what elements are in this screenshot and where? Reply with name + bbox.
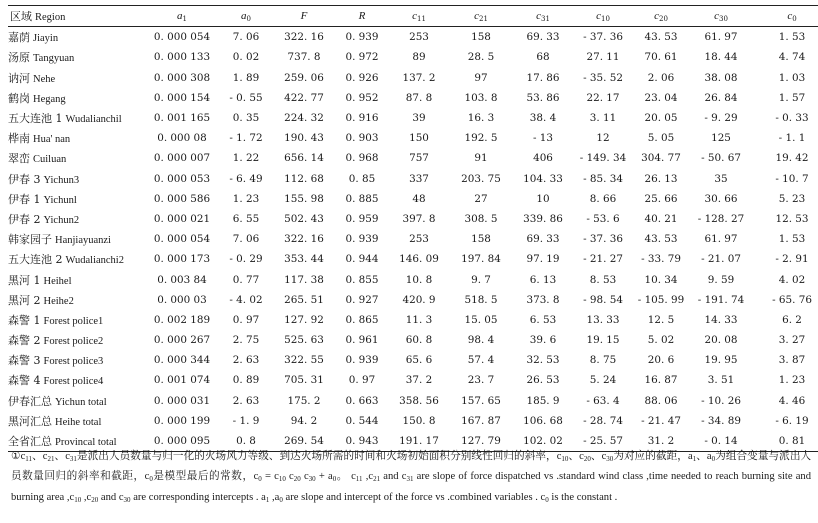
value-cell: 5. 23	[778, 192, 806, 205]
value-cell: - 85. 34	[583, 172, 623, 185]
value-cell: 757	[409, 152, 429, 165]
value-cell: 4. 46	[778, 394, 806, 407]
value-cell: 656. 14	[284, 152, 324, 165]
value-cell: - 37. 36	[583, 233, 623, 246]
table-body	[8, 27, 818, 452]
value-cell: 43. 53	[644, 233, 678, 246]
value-cell: 422. 77	[284, 91, 324, 104]
value-cell: 0. 000 267	[153, 334, 211, 347]
region-cell: 翠峦 Cuiluan	[8, 152, 67, 166]
value-cell: 304. 77	[641, 152, 681, 165]
table-row	[8, 68, 818, 88]
value-cell: 3. 51	[707, 374, 735, 387]
table-row	[8, 169, 818, 189]
value-cell: 112. 68	[284, 172, 324, 185]
value-cell: 61. 97	[704, 31, 738, 44]
region-cell: 韩家园子 Hanjiayuanzi	[8, 233, 111, 247]
value-cell: 22. 17	[586, 91, 620, 104]
value-cell: 1. 53	[778, 31, 806, 44]
value-cell: 43. 53	[644, 31, 678, 44]
value-cell: 705. 31	[284, 374, 324, 387]
value-cell: 23. 7	[467, 374, 495, 387]
value-cell: 8. 75	[589, 354, 617, 367]
value-cell: 158	[471, 31, 491, 44]
region-cell: 黑河 2 Heihe2	[8, 293, 74, 307]
value-cell: 191. 17	[388, 431, 450, 452]
value-cell: 0. 001 165	[153, 112, 211, 125]
value-cell: 8. 66	[589, 192, 617, 205]
region-cell: 鹤岗 Hegang	[8, 91, 66, 105]
value-cell: 5. 24	[589, 374, 617, 387]
value-cell: 87. 8	[405, 91, 433, 104]
value-cell: 69. 33	[526, 233, 560, 246]
value-cell: 0. 81	[752, 431, 818, 452]
value-cell: 7. 06	[232, 233, 260, 246]
value-cell: 125	[711, 132, 731, 145]
value-cell: - 35. 52	[583, 71, 623, 84]
value-cell: 0. 35	[232, 112, 260, 125]
value-cell: 0. 000 173	[153, 253, 211, 266]
value-cell: 39	[412, 112, 426, 125]
value-cell: 4. 74	[778, 51, 806, 64]
value-cell: - 25. 57	[574, 431, 632, 452]
value-cell: 10	[536, 192, 550, 205]
value-cell: 38. 08	[704, 71, 738, 84]
region-header-zh: 区域	[10, 10, 32, 24]
parameter-table	[8, 5, 818, 452]
table-row	[8, 229, 818, 249]
value-cell: 150. 8	[402, 414, 436, 427]
value-cell: 150	[409, 132, 429, 145]
value-cell: - 128. 27	[697, 212, 745, 225]
value-cell: 167. 87	[461, 414, 501, 427]
value-cell: 26. 13	[644, 172, 678, 185]
value-cell: 158	[471, 233, 491, 246]
value-cell: 224. 32	[284, 112, 324, 125]
value-cell: 69. 33	[526, 31, 560, 44]
value-cell: 61. 97	[704, 233, 738, 246]
value-cell: 12. 5	[647, 313, 675, 326]
table-row	[8, 189, 818, 209]
table-row	[8, 330, 818, 350]
table-header-row	[8, 6, 818, 27]
value-cell: 0. 000 021	[153, 212, 211, 225]
region-header-en: Region	[35, 12, 66, 24]
table-row	[8, 310, 818, 330]
value-cell: 0. 865	[345, 313, 379, 326]
value-cell: 259. 06	[284, 71, 324, 84]
value-cell: - 105. 99	[637, 293, 685, 306]
value-cell: 0. 939	[345, 354, 379, 367]
value-cell: 17. 86	[526, 71, 560, 84]
value-cell: 339. 86	[523, 212, 563, 225]
value-cell: 6. 13	[529, 273, 557, 286]
value-cell: 0. 663	[345, 394, 379, 407]
value-cell: 0. 944	[345, 253, 379, 266]
table-row	[8, 411, 818, 431]
value-cell: 192. 5	[464, 132, 498, 145]
value-cell: - 63. 4	[586, 394, 620, 407]
value-cell: 94. 2	[290, 414, 318, 427]
table-row	[8, 108, 818, 128]
column-header: $c_{11}$	[388, 6, 450, 27]
value-cell: 53. 86	[526, 91, 560, 104]
value-cell: 19. 42	[775, 152, 809, 165]
table-row	[8, 47, 818, 67]
value-cell: - 0. 14	[690, 431, 752, 452]
value-cell: 406	[533, 152, 553, 165]
value-cell: 0. 000 308	[153, 71, 211, 84]
value-cell: 28. 5	[467, 51, 495, 64]
value-cell: 1. 23	[778, 374, 806, 387]
value-cell: 18. 44	[704, 51, 738, 64]
value-cell: 1. 89	[232, 71, 260, 84]
value-cell: 0. 000 007	[153, 152, 211, 165]
value-cell: - 10. 26	[701, 394, 741, 407]
value-cell: - 53. 6	[586, 212, 620, 225]
value-cell: 0. 02	[232, 51, 260, 64]
value-cell: 27	[474, 192, 488, 205]
value-cell: - 0. 33	[775, 112, 809, 125]
value-cell: 20. 05	[644, 112, 678, 125]
value-cell: 127. 79	[450, 431, 512, 452]
value-cell: 155. 98	[284, 192, 324, 205]
value-cell: - 28. 74	[583, 414, 623, 427]
value-cell: - 0. 55	[229, 91, 263, 104]
value-cell: 106. 68	[523, 414, 563, 427]
table-row	[8, 209, 818, 229]
value-cell: 0. 926	[345, 71, 379, 84]
value-cell: - 34. 89	[701, 414, 741, 427]
value-cell: 0. 885	[345, 192, 379, 205]
value-cell: - 6. 19	[775, 414, 809, 427]
value-cell: 9. 7	[471, 273, 491, 286]
value-cell: 0. 8	[220, 431, 272, 452]
value-cell: 0. 943	[336, 431, 388, 452]
column-header: $c_{30}$	[690, 6, 752, 27]
value-cell: 502. 43	[284, 212, 324, 225]
value-cell: 175. 2	[287, 394, 321, 407]
value-cell: 253	[409, 31, 429, 44]
value-cell: 0. 77	[232, 273, 260, 286]
value-cell: 16. 87	[644, 374, 678, 387]
region-cell: 伊春 3 Yichun3	[8, 172, 80, 186]
value-cell: 0. 85	[348, 172, 376, 185]
value-cell: 0. 003 84	[157, 273, 207, 286]
value-cell: 0. 000 095	[144, 431, 220, 452]
value-cell: 7. 06	[232, 31, 260, 44]
value-cell: 98. 4	[467, 334, 495, 347]
value-cell: 0. 000 054	[153, 233, 211, 246]
value-cell: 6. 2	[782, 313, 802, 326]
value-cell: 0. 968	[345, 152, 379, 165]
value-cell: 117. 38	[284, 273, 324, 286]
value-cell: 9. 59	[707, 273, 735, 286]
value-cell: 97. 19	[526, 253, 560, 266]
value-cell: 0. 961	[345, 334, 379, 347]
value-cell: 185. 9	[526, 394, 560, 407]
value-cell: - 37. 36	[583, 31, 623, 44]
value-cell: 3. 11	[589, 112, 617, 125]
value-cell: 0. 855	[345, 273, 379, 286]
value-cell: - 50. 67	[701, 152, 741, 165]
value-cell: - 0. 29	[229, 253, 263, 266]
table-row	[8, 128, 818, 148]
value-cell: - 10. 7	[775, 172, 809, 185]
value-cell: 1. 53	[778, 233, 806, 246]
value-cell: 737. 8	[287, 51, 321, 64]
value-cell: 14. 33	[704, 313, 738, 326]
value-cell: 19. 15	[586, 334, 620, 347]
value-cell: - 98. 54	[583, 293, 623, 306]
value-cell: 0. 927	[345, 293, 379, 306]
value-cell: 353. 44	[284, 253, 324, 266]
value-cell: 38. 4	[529, 112, 557, 125]
region-cell: 汤原 Tangyuan	[8, 51, 75, 65]
value-cell: 2. 06	[647, 71, 675, 84]
value-cell: 0. 000 08	[157, 132, 207, 145]
column-header: F	[272, 6, 336, 27]
value-cell: 0. 000 344	[153, 354, 211, 367]
column-header: $c_{20}$	[632, 6, 690, 27]
value-cell: 39. 6	[529, 334, 557, 347]
value-cell: 397. 8	[402, 212, 436, 225]
value-cell: 103. 8	[464, 91, 498, 104]
value-cell: 1. 23	[232, 192, 260, 205]
value-cell: 25. 66	[644, 192, 678, 205]
value-cell: 10. 34	[644, 273, 678, 286]
value-cell: 0. 959	[345, 212, 379, 225]
value-cell: - 191. 74	[697, 293, 745, 306]
table-row	[8, 370, 818, 390]
value-cell: 253	[409, 233, 429, 246]
value-cell: 20. 6	[647, 354, 675, 367]
value-cell: 137. 2	[402, 71, 436, 84]
region-cell: 五大连池 1 Wudalianchil	[8, 112, 122, 126]
value-cell: 373. 8	[526, 293, 560, 306]
value-cell: 37. 2	[405, 374, 433, 387]
value-cell: 157. 65	[461, 394, 501, 407]
value-cell: 0. 89	[232, 374, 260, 387]
table-row	[8, 249, 818, 269]
value-cell: - 4. 02	[229, 293, 263, 306]
value-cell: 2. 75	[232, 334, 260, 347]
value-cell: 3. 87	[778, 354, 806, 367]
value-cell: 27. 11	[586, 51, 620, 64]
region-cell: 五大连池 2 Wudalianchi2	[8, 253, 124, 267]
value-cell: 0. 000 03	[157, 293, 207, 306]
value-cell: 65. 6	[405, 354, 433, 367]
value-cell: 0. 916	[345, 112, 379, 125]
value-cell: 5. 05	[647, 132, 675, 145]
value-cell: 525. 63	[284, 334, 324, 347]
value-cell: 3. 27	[778, 334, 806, 347]
value-cell: 15. 05	[464, 313, 498, 326]
value-cell: 97	[474, 71, 488, 84]
value-cell: 0. 544	[345, 414, 379, 427]
value-cell: 19. 95	[704, 354, 738, 367]
region-cell: 伊春 2 Yichun2	[8, 212, 80, 226]
value-cell: 26. 84	[704, 91, 738, 104]
table-row	[8, 290, 818, 310]
value-cell: 0. 903	[345, 132, 379, 145]
value-cell: 16. 3	[467, 112, 495, 125]
value-cell: 322. 55	[284, 354, 324, 367]
value-cell: 26. 53	[526, 374, 560, 387]
value-cell: 35	[714, 172, 728, 185]
value-cell: 127. 92	[284, 313, 324, 326]
region-cell: 全省汇总 Provincal total	[8, 431, 144, 452]
region-cell: 伊春 1 Yichunl	[8, 192, 77, 206]
value-cell: 31. 2	[632, 431, 690, 452]
column-header: $a_0$	[220, 6, 272, 27]
value-cell: 12	[596, 132, 610, 145]
value-cell: - 1. 72	[229, 132, 263, 145]
value-cell: 190. 43	[284, 132, 324, 145]
value-cell: - 9. 29	[704, 112, 738, 125]
region-cell: 黑河汇总 Heihe total	[8, 414, 102, 428]
column-header: $c_{21}$	[450, 6, 512, 27]
value-cell: - 33. 79	[641, 253, 681, 266]
value-cell: 358. 56	[399, 394, 439, 407]
region-cell: 森警 2 Forest police2	[8, 334, 104, 348]
value-cell: 0. 000 586	[153, 192, 211, 205]
value-cell: 337	[409, 172, 429, 185]
value-cell: 269. 54	[272, 431, 336, 452]
value-cell: - 149. 34	[579, 152, 627, 165]
value-cell: 0. 000 054	[153, 31, 211, 44]
value-cell: 68	[536, 51, 550, 64]
value-cell: 0. 000 133	[153, 51, 211, 64]
value-cell: 57. 4	[467, 354, 495, 367]
region-cell: 讷河 Nehe	[8, 71, 56, 85]
value-cell: 0. 001 074	[153, 374, 211, 387]
value-cell: 420. 9	[402, 293, 436, 306]
region-header	[8, 6, 144, 27]
value-cell: 0. 000 199	[153, 414, 211, 427]
value-cell: 6. 53	[529, 313, 557, 326]
value-cell: 60. 8	[405, 334, 433, 347]
value-cell: 2. 63	[232, 394, 260, 407]
value-cell: 11. 3	[405, 313, 433, 326]
value-cell: 203. 75	[461, 172, 501, 185]
region-cell: 伊春汇总 Yichun total	[8, 394, 107, 408]
value-cell: - 1. 9	[232, 414, 260, 427]
column-header: $c_{10}$	[574, 6, 632, 27]
table-row	[8, 148, 818, 168]
table-row	[8, 391, 818, 411]
value-cell: 146. 09	[399, 253, 439, 266]
column-header: R	[336, 6, 388, 27]
region-cell: 森警 3 Forest police3	[8, 354, 104, 368]
value-cell: 89	[412, 51, 426, 64]
value-cell: 102. 02	[512, 431, 574, 452]
value-cell: 5. 02	[647, 334, 675, 347]
value-cell: - 2. 91	[775, 253, 809, 266]
value-cell: 1. 03	[778, 71, 806, 84]
value-cell: 0. 000 053	[153, 172, 211, 185]
value-cell: 88. 06	[644, 394, 678, 407]
region-cell: 嘉荫 Jiayin	[8, 31, 59, 45]
region-cell: 森警 4 Forest police4	[8, 374, 104, 388]
value-cell: 0. 939	[345, 233, 379, 246]
value-cell: 20. 08	[704, 334, 738, 347]
value-cell: - 13	[532, 132, 554, 145]
value-cell: - 1. 1	[778, 132, 806, 145]
table-row	[8, 269, 818, 289]
value-cell: 4. 02	[778, 273, 806, 286]
value-cell: 48	[412, 192, 426, 205]
value-cell: 322. 16	[284, 233, 324, 246]
value-cell: 1. 22	[232, 152, 260, 165]
value-cell: 13. 33	[586, 313, 620, 326]
value-cell: 10. 8	[405, 273, 433, 286]
region-cell: 黑河 1 Heihel	[8, 273, 72, 287]
table-row	[8, 27, 818, 48]
region-cell: 森警 1 Forest police1	[8, 313, 104, 327]
value-cell: 322. 16	[284, 31, 324, 44]
value-cell: 6. 55	[232, 212, 260, 225]
value-cell: 308. 5	[464, 212, 498, 225]
value-cell: 2. 63	[232, 354, 260, 367]
value-cell: 30. 66	[704, 192, 738, 205]
column-header: $c_0$	[752, 6, 818, 27]
table-footnote: $①c_{11}$、$c_{21}$、$c_{31}$是派出人员数量与归一化的火场风力等级、到达火场所需的时间和火场初始面积分别线性回归的斜率，$c_{10}$、$c_{20}$、$c_{30}$为对应的截距，$a_1$、$a_0$为组合变量与派出人员数量回归的斜率和截距，$c_0$是模型最后的常数，$c_0 = c_{10}$ $c_{20}$ $c_{30} + a_0$。 $c_{11}$ $,c_{21}$ and $c_{31}$ are slope of force dispatched vs .standard wind class ,time needed to reach burning site and burning area $,c_{10}$ $,c_{20}$ and $c_{30}$ are corresponding intercepts . $a_1$ $,a_0$ are slope and intercept of the force vs .combined variables . $c_0$ is the constant .	[11, 451, 812, 504]
value-cell: 197. 84	[461, 253, 501, 266]
value-cell: - 21. 07	[701, 253, 741, 266]
column-header: $a_1$	[144, 6, 220, 27]
value-cell: 91	[474, 152, 488, 165]
value-cell: - 21. 27	[583, 253, 623, 266]
value-cell: 518. 5	[464, 293, 498, 306]
value-cell: 0. 000 031	[153, 394, 211, 407]
value-cell: 0. 97	[232, 313, 260, 326]
value-cell: 1. 57	[778, 91, 806, 104]
value-cell: 23. 04	[644, 91, 678, 104]
value-cell: 12. 53	[775, 212, 809, 225]
value-cell: 0. 972	[345, 51, 379, 64]
column-header: $c_{31}$	[512, 6, 574, 27]
value-cell: 0. 97	[348, 374, 376, 387]
value-cell: - 65. 76	[772, 293, 812, 306]
value-cell: 8. 53	[589, 273, 617, 286]
value-cell: 70. 61	[644, 51, 678, 64]
region-cell: 桦南 Hua' nan	[8, 132, 71, 146]
value-cell: 0. 002 189	[153, 313, 211, 326]
table-row	[8, 88, 818, 108]
value-cell: - 21. 47	[641, 414, 681, 427]
value-cell: 104. 33	[523, 172, 563, 185]
value-cell: 0. 939	[345, 31, 379, 44]
value-cell: 0. 952	[345, 91, 379, 104]
table-row	[8, 350, 818, 370]
value-cell: 0. 000 154	[153, 91, 211, 104]
value-cell: 265. 51	[284, 293, 324, 306]
value-cell: 40. 21	[644, 212, 678, 225]
value-cell: - 6. 49	[229, 172, 263, 185]
value-cell: 32. 53	[526, 354, 560, 367]
